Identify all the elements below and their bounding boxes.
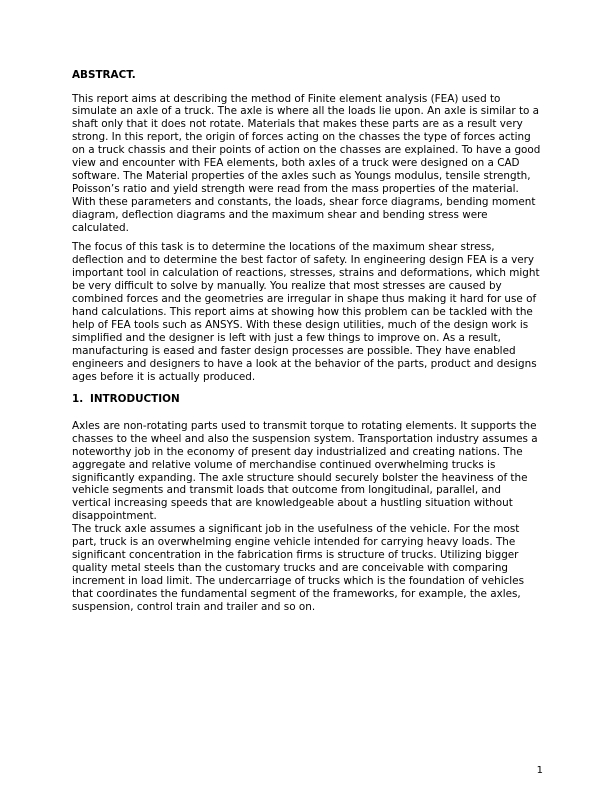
- document-body: [72, 69, 542, 621]
- page-number: 1: [536, 765, 543, 776]
- introduction-heading: [72, 393, 542, 407]
- introduction-paragraph-2: The truck axle assumes a significant job in the usefulness of the vehicle. For the most part, truck is an overwhelming engine vehicle intended for carrying heavy loads. The significant concentration in the fabrication firms is structure of trucks. Utilizing bigger quality metal steels than the customary trucks and are conceivable with comparing increment in load limit. The undercarriage of trucks which is the foundation of vehicles that coordinates the fundamental segment of the frameworks, for example, the axles, suspension, control train and trailer and so on.: [72, 523, 524, 613]
- section-title: INTRODUCTION: [90, 393, 180, 406]
- section-number: 1.: [72, 393, 84, 406]
- abstract-heading: ABSTRACT.: [72, 69, 136, 81]
- abstract-paragraph-1: This report aims at describing the method of Finite element analysis (FEA) used to simulate an axle of a truck. The axle is where all the loads lie upon. An axle is similar to a shaft only that it does not rotate. Materials that makes these parts are as a result very strong. In this report, the origin of forces acting on the chasses the type of forces acting on a truck chassis and their points of action on the chasses are explained. To have a good view and encounter with FEA elements, both axles of a truck were designed on a CAD software. The Material properties of the axles such as Youngs modulus, tensile strength, Poisson’s ratio and yield strength were read from the mass properties of the material. With these parameters and constants, the loads, shear force diagrams, bending moment diagram, deflection diagrams and the maximum shear and bending stress were calculated.: [72, 92, 541, 234]
- abstract-paragraph-2: The focus of this task is to determine the locations of the maximum shear stress, deflection and to determine the best factor of safety. In engineering design FEA is a very important tool in calculation of reactions, stresses, strains and deformations, which might be very difficult to solve by manually. You realize that most stresses are caused by combined forces and the geometries are irregular in shape thus making it hard for use of hand calculations. This report aims at showing how this problem can be tackled with the help of FEA tools such as ANSYS. With these design utilities, much of the design work is simplified and the designer is left with just a few things to improve on. As a result, manufacturing is eased and faster design processes are possible. They have enabled engineers and designers to have a look at the behavior of the parts, product and designs ages before it is actually produced.: [72, 241, 540, 383]
- introduction-paragraph-1: Axles are non-rotating parts used to transmit torque to rotating elements. It supports the chasses to the wheel and also the suspension system. Transportation industry assumes a noteworthy job in the economy of present day industrialized and creating nations. The aggregate and relative volume of merchandise continued overwhelming trucks is significantly expanding. The axle structure should securely bolster the heaviness of the vehicle segments and transmit loads that outcome from longitudinal, parallel, and vertical increasing speeds that are knowledgeable about a hustling situation without disappointment.: [72, 419, 538, 523]
